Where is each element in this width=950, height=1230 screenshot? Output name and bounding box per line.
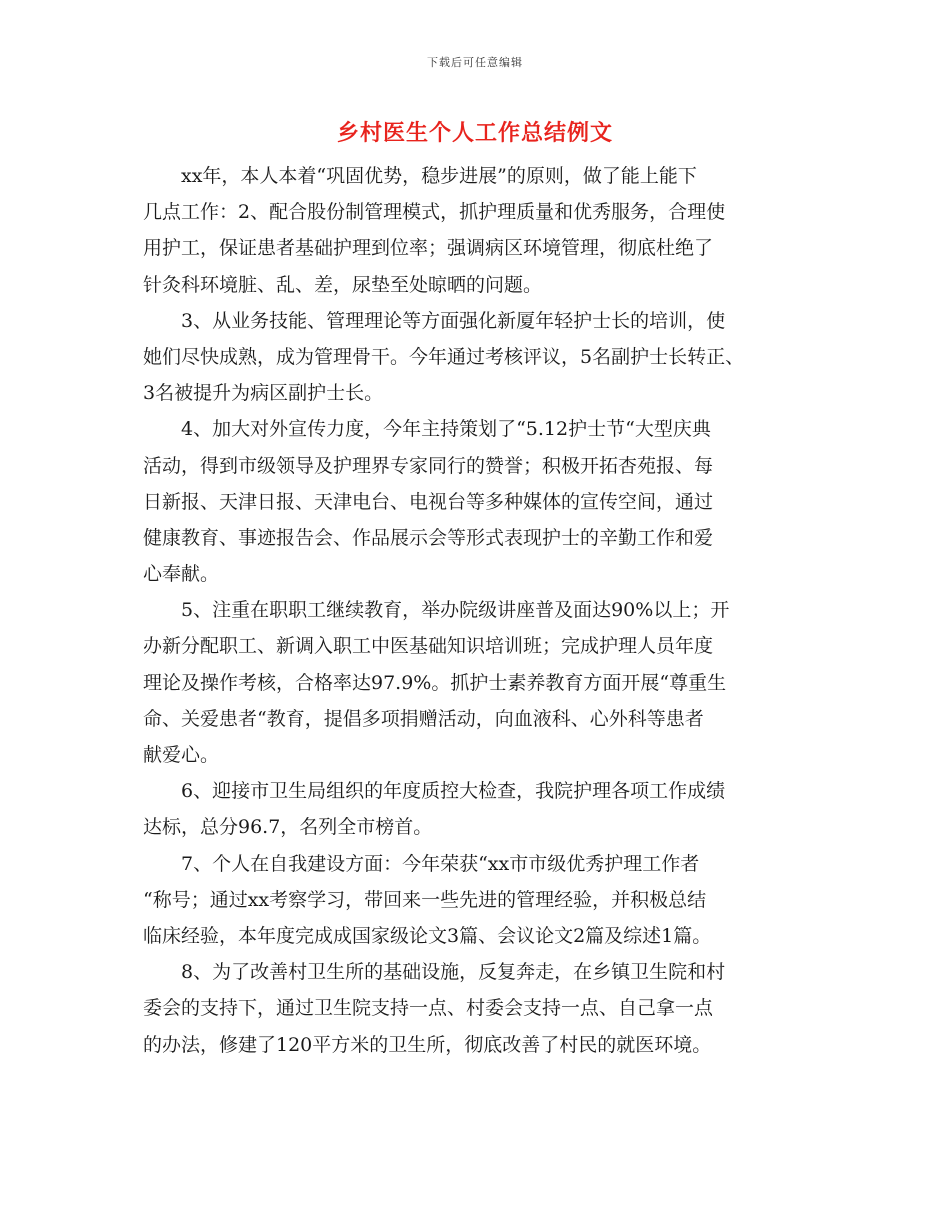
body-line: 的办法，修建了120平方米的卫生所，彻底改善了村民的就医环境。 (143, 1033, 712, 1056)
body-line: 达标，总分96.7，名列全市榜首。 (143, 816, 433, 839)
body-line: “称号；通过xx考察学习，带回来一些先进的管理经验，并积极总结 (143, 888, 707, 911)
body-line: 4、加大对外宣传力度，今年主持策划了“5.12护士节“大型庆典 (181, 418, 711, 441)
body-line: 理论及操作考核，合格率达97.9%。抓护士素养教育方面开展“尊重生 (143, 671, 727, 694)
body-line: 活动，得到市级领导及护理界专家同行的赞誉；积极开拓杏苑报、每 (143, 454, 714, 477)
body-line: 6、迎接市卫生局组织的年度质控大检查，我院护理各项工作成绩 (181, 780, 726, 803)
body-line: 7、个人在自我建设方面：今年荣获“xx市市级优秀护理工作者 (181, 852, 700, 875)
body-line: 5、注重在职职工继续教育，举办院级讲座普及面达90%以上；开 (181, 599, 730, 622)
body-line: 3名被提升为病区副护士长。 (143, 382, 384, 405)
body-line: 心奉献。 (143, 563, 220, 586)
document-body (143, 158, 823, 1063)
body-line: 8、为了改善村卫生所的基础设施，反复奔走，在乡镇卫生院和村 (181, 961, 726, 984)
body-line: 她们尽快成熟，成为管理骨干。今年通过考核评议，5名副护士长转正、 (143, 345, 745, 368)
page-header-note: 下载后可任意编辑 (427, 56, 523, 69)
body-line: 健康教育、事迹报告会、作品展示会等形式表现护士的辛勤工作和爱 (143, 526, 714, 549)
document-title: 乡村医生个人工作总结例文 (336, 120, 613, 146)
body-line: 办新分配职工、新调入职工中医基础知识培训班；完成护理人员年度 (143, 635, 714, 658)
body-line: 3、从业务技能、管理理论等方面强化新厦年轻护士长的培训，使 (181, 309, 726, 332)
body-line: 日新报、天津日报、天津电台、电视台等多种媒体的宣传空间，通过 (143, 490, 714, 513)
body-line: 几点工作：2、配合股份制管理模式，抓护理质量和优秀服务，合理使 (143, 201, 726, 224)
body-line: 命、关爱患者“教育，提倡多项捐赠活动，向血液科、心外科等患者 (143, 707, 704, 730)
body-line: 用护工，保证患者基础护理到位率；强调病区环境管理，彻底杜绝了 (143, 237, 714, 260)
body-line: 临床经验，本年度完成成国家级论文3篇、会议论文2篇及综述1篇。 (143, 924, 712, 947)
body-line: 委会的支持下，通过卫生院支持一点、村委会支持一点、自己拿一点 (143, 997, 714, 1020)
body-line: 针灸科环境脏、乱、差，尿垫至处晾晒的问题。 (143, 273, 543, 296)
body-line: 献爱心。 (143, 744, 220, 766)
body-line: xx年，本人本着“巩固优势，稳步进展”的原则，做了能上能下 (181, 165, 697, 187)
